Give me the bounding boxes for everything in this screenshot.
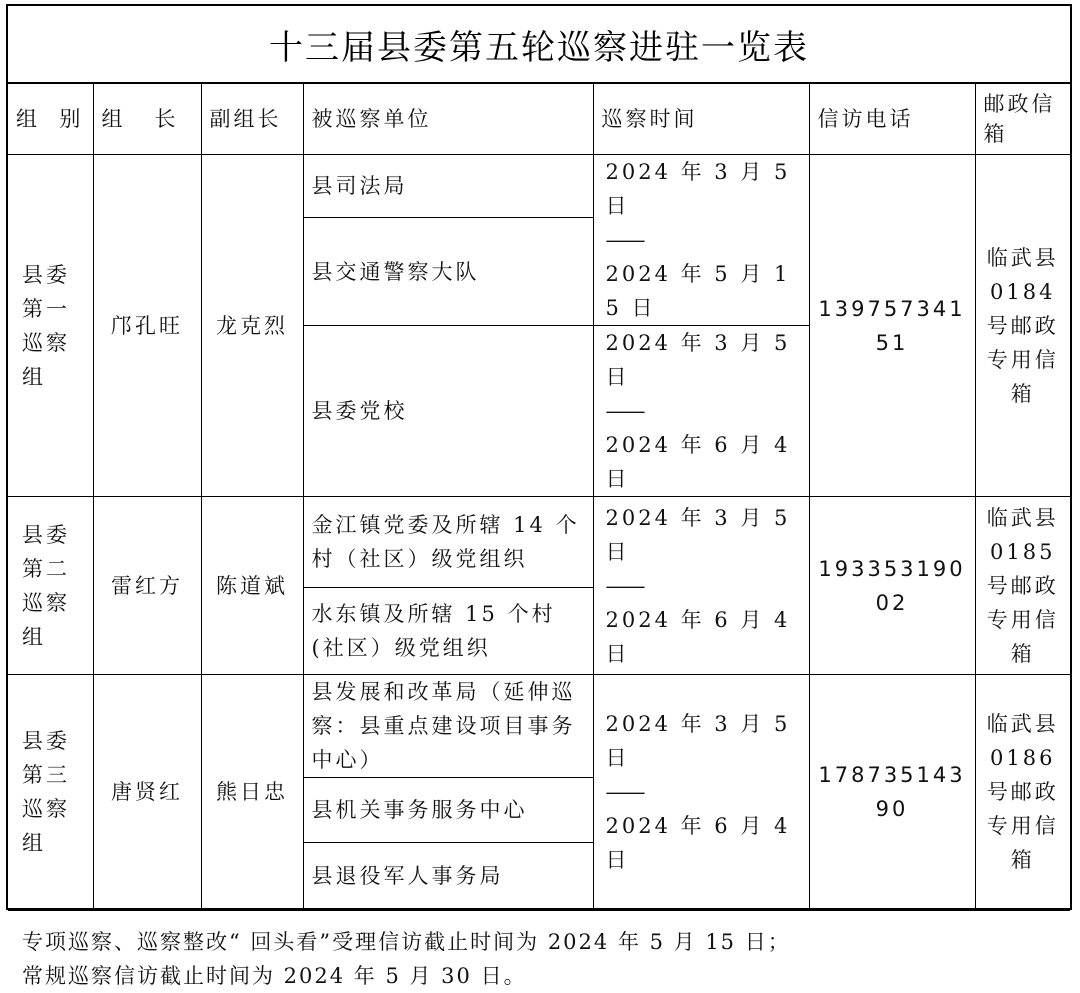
time-end: 2024 年 6 月 4 日 [605,813,791,872]
time-end: 2024 年 6 月 4 日 [605,433,791,491]
inspection-time [593,155,809,326]
inspected-unit: 水东镇及所辖 15 个村(社区）级党组织 [303,588,593,675]
postal-mailbox: 临武县 0184 号邮政专用信箱 [975,155,1070,497]
page-title: 十三届县委第五轮巡察进驻一览表 [8,6,1070,84]
header-time: 巡察时间 [593,84,809,155]
header-group: 组 别 [8,84,93,155]
time-end: 2024 年 6 月 4 日 [605,607,791,666]
group-name: 县委第一巡察组 [8,155,93,497]
inspected-unit: 县司法局 [303,155,593,218]
group-deputy: 陈道斌 [201,497,303,675]
inspected-unit: 县退役军人事务局 [303,843,593,910]
inspection-time [593,497,809,675]
footnote-line: 专项巡察、巡察整改“ 回头看”受理信访截止时间为 2024 年 5 月 15 日； [22,929,791,954]
time-start: 2024 年 3 月 5 日 [605,711,791,770]
time-separator: —— [605,779,644,804]
header-mailbox: 邮政信箱 [975,84,1070,155]
complaint-phone: 13975734151 [809,155,975,497]
header-leader: 组 长 [93,84,201,155]
complaint-phone: 17873514390 [809,675,975,910]
inspected-unit: 县委党校 [303,326,593,497]
postal-mailbox: 临武县 0186 号邮政专用信箱 [975,675,1070,910]
group-leader: 唐贤红 [93,675,201,910]
inspection-table-frame [6,4,1072,988]
inspected-unit: 县交通警察大队 [303,218,593,326]
footnote-line: 常规巡察信访截止时间为 2024 年 5 月 30 日。 [22,963,527,988]
table-row [8,675,1070,778]
time-end: 2024 年 5 月 15 日 [605,262,791,320]
table-row [8,497,1070,588]
footnote [8,910,1070,993]
time-start: 2024 年 3 月 5 日 [605,505,791,564]
postal-mailbox: 临武县 0185 号邮政专用信箱 [975,497,1070,675]
inspected-unit: 金江镇党委及所辖 14 个村（社区）级党组织 [303,497,593,588]
group-name: 县委第二巡察组 [8,497,93,675]
header-row [8,84,1070,155]
group-deputy: 龙克烈 [201,155,303,497]
inspected-unit: 县机关事务服务中心 [303,778,593,843]
group-deputy: 熊日忠 [201,675,303,910]
header-unit: 被巡察单位 [303,84,593,155]
group-name: 县委第三巡察组 [8,675,93,910]
time-separator: —— [605,399,644,423]
inspection-time [593,675,809,910]
header-deputy: 副组长 [201,84,303,155]
group-leader: 邝孔旺 [93,155,201,497]
inspected-unit: 县发展和改革局（延伸巡察：县重点建设项目事务中心） [303,675,593,778]
inspection-time [593,326,809,497]
inspection-table [8,84,1070,910]
time-start: 2024 年 3 月 5 日 [605,331,791,389]
time-separator: —— [605,228,644,252]
time-start: 2024 年 3 月 5 日 [605,160,791,218]
header-phone: 信访电话 [809,84,975,155]
table-row [8,155,1070,218]
complaint-phone: 19335319002 [809,497,975,675]
group-leader: 雷红方 [93,497,201,675]
time-separator: —— [605,573,644,598]
